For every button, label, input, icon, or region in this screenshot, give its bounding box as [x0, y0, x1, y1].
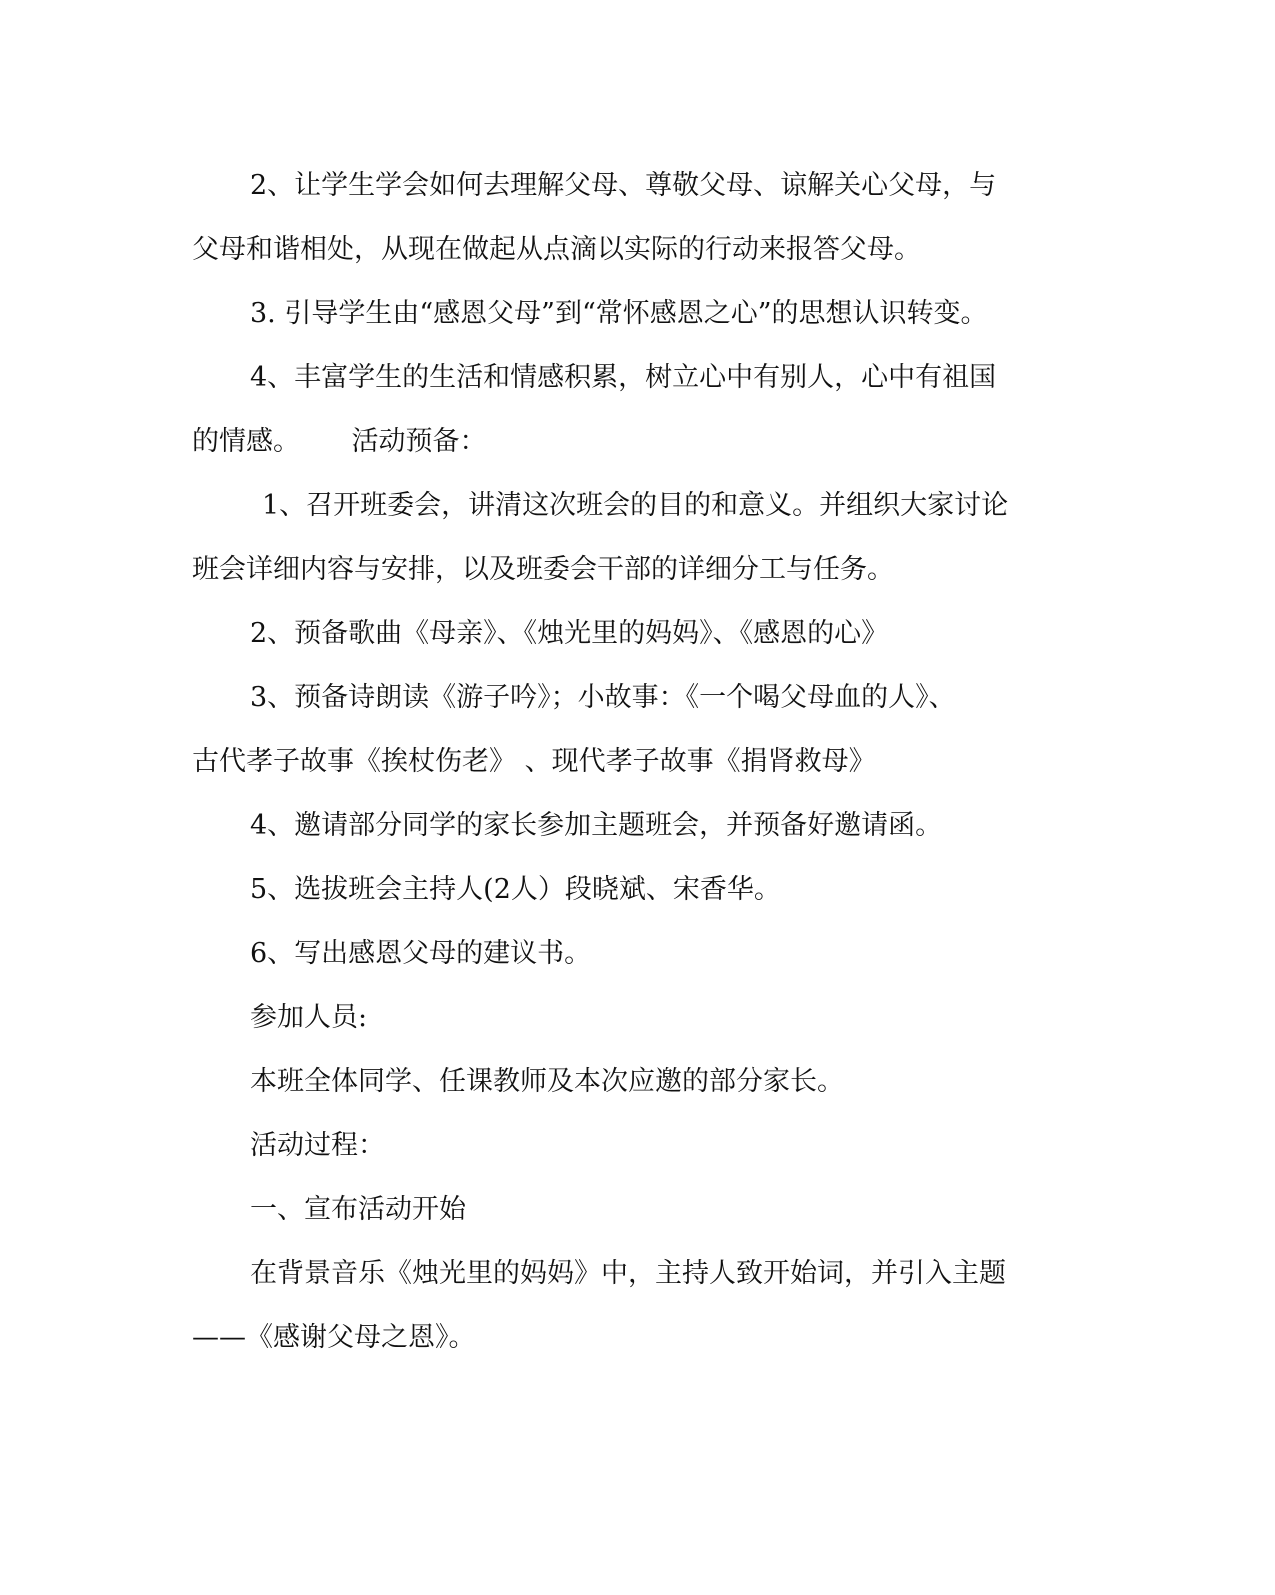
- text-line: 6、写出感恩父母的建议书。: [250, 938, 592, 969]
- text-line: 3. 引导学生由“感恩父母”到“常怀感恩之心”的思想认识转变。: [250, 298, 988, 329]
- text-line: 古代孝子故事《挨杖伤老》 、现代孝子故事《捐肾救母》: [192, 746, 876, 777]
- text-line: 5、选拔班会主持人(2人）段晓斌、宋香华。: [250, 874, 781, 905]
- text-line: 本班全体同学、任课教师及本次应邀的部分家长。: [250, 1066, 844, 1097]
- text-line: 3、预备诗朗读《游子吟》；小故事：《一个喝父母血的人》、: [250, 682, 956, 713]
- text-line: 4、丰富学生的生活和情感积累，树立心中有别人，心中有祖国: [250, 362, 997, 393]
- text-line: 1、召开班委会，讲清这次班会的目的和意义。并组织大家讨论: [262, 490, 1009, 521]
- text-line: 4、邀请部分同学的家长参加主题班会，并预备好邀请函。: [250, 810, 943, 841]
- text-line: 的情感。 活动预备：: [192, 426, 487, 457]
- text-line: 2、让学生学会如何去理解父母、尊敬父母、谅解关心父母，与: [250, 170, 997, 201]
- text-line: 一、宣布活动开始: [250, 1194, 466, 1225]
- text-line: ——《感谢父母之恩》。: [192, 1322, 476, 1353]
- text-line: 班会详细内容与安排，以及班委会干部的详细分工与任务。: [192, 554, 894, 585]
- text-line: 2、预备歌曲《母亲》、《烛光里的妈妈》、《感恩的心》: [250, 618, 889, 649]
- text-line: 活动过程：: [250, 1130, 385, 1161]
- text-line: 在背景音乐《烛光里的妈妈》中，主持人致开始词，并引入主题: [250, 1258, 1006, 1289]
- text-line: 父母和谐相处，从现在做起从点滴以实际的行动来报答父母。: [192, 234, 921, 265]
- text-line: 参加人员:: [250, 1002, 368, 1033]
